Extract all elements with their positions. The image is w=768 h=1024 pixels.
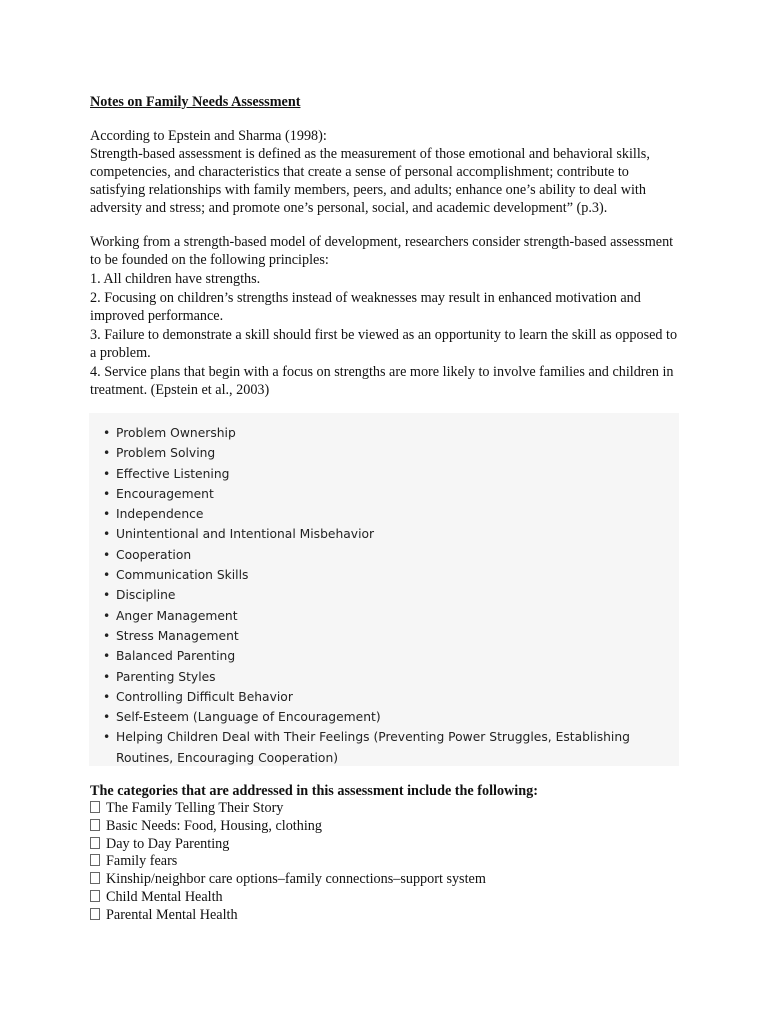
category-label: Parental Mental Health (106, 906, 238, 923)
bullet-icon: • (103, 649, 111, 664)
topics-list (89, 413, 679, 768)
topic-item (103, 443, 679, 463)
topic-label: Encouragement (116, 486, 214, 501)
topic-label: Parenting Styles (116, 669, 216, 684)
principles-section (90, 233, 685, 400)
topic-label: Balanced Parenting (116, 649, 236, 664)
category-label: Kinship/neighbor care options–family connections–support system (106, 871, 486, 888)
checkbox-icon (90, 801, 100, 813)
topic-item (103, 484, 679, 504)
bullet-icon: • (103, 426, 111, 440)
category-item (90, 889, 486, 907)
topic-item (103, 626, 679, 646)
topic-label: Cooperation (116, 547, 192, 562)
bullet-icon: • (103, 588, 111, 603)
bullet-icon: • (103, 730, 111, 745)
bullet-icon: • (103, 507, 111, 522)
bullet-icon: • (103, 710, 111, 725)
category-item (90, 871, 486, 889)
bullet-icon: • (103, 608, 111, 623)
category-label: The Family Telling Their Story (106, 800, 284, 816)
checkbox-icon (90, 854, 100, 866)
category-item (90, 836, 486, 854)
category-item (90, 818, 486, 836)
topic-item (103, 565, 679, 585)
topic-item (103, 504, 679, 524)
category-item (90, 907, 486, 925)
topic-label: Helping Children Deal with Their Feelings (Preventing Power Struggles, Establishing Routines, Encouraging Cooperation) (116, 730, 630, 765)
principle-item: 1. All children have strengths. (90, 271, 261, 287)
category-label: Child Mental Health (106, 888, 223, 905)
topic-label: Unintentional and Intentional Misbehavior (116, 527, 375, 542)
intro-definition: Strength-based assessment is defined as the measurement of those emotional and behavioral skills, competencies, and characteristics that create a sense of personal accomplishment; contribute to satisfying relationships with family members, peers, and adults; enhance one’s ability to deal with adversity and stress; and promote one’s personal, social, and academic development” (p.3). (90, 146, 650, 216)
topic-label: Problem Solving (116, 446, 216, 461)
topic-item (103, 606, 679, 626)
bullet-icon: • (103, 486, 111, 501)
checkbox-icon (90, 837, 100, 849)
topic-item (103, 687, 679, 707)
intro-citation: According to Epstein and Sharma (1998): (90, 128, 327, 144)
checkbox-icon (90, 819, 100, 831)
principles-lead: Working from a strength-based model of development, researchers consider strength-based assessment to be founded on the following principles: (90, 234, 674, 268)
bullet-icon: • (103, 527, 111, 542)
topic-label: Effective Listening (116, 466, 230, 481)
category-label: Day to Day Parenting (106, 835, 230, 852)
topic-item (103, 646, 679, 666)
bullet-icon: • (103, 689, 111, 704)
topic-label: Self-Esteem (Language of Encouragement) (116, 710, 381, 725)
bullet-icon: • (103, 568, 111, 583)
checkbox-icon (90, 872, 100, 884)
bullet-icon: • (103, 446, 111, 461)
category-label: Family fears (106, 853, 178, 870)
topic-label: Controlling Difficult Behavior (116, 689, 293, 704)
topic-item (103, 727, 679, 768)
categories-list (90, 800, 486, 925)
topic-label: Stress Management (116, 628, 239, 643)
topic-item (103, 545, 679, 565)
categories-heading: The categories that are addressed in this assessment include the following: (90, 783, 538, 799)
topic-label: Problem Ownership (116, 426, 236, 440)
principle-item: 2. Focusing on children’s strengths instead of weaknesses may result in enhanced motivation and improved performance. (90, 290, 641, 324)
topic-label: Anger Management (116, 608, 238, 623)
category-item (90, 853, 486, 871)
intro-section (90, 127, 685, 217)
topic-item (103, 464, 679, 484)
bullet-icon: • (103, 628, 111, 643)
topic-item (103, 707, 679, 727)
topic-item (103, 585, 679, 605)
bullet-icon: • (103, 466, 111, 481)
bullet-icon: • (103, 669, 111, 684)
checkbox-icon (90, 890, 100, 902)
topic-label: Communication Skills (116, 568, 249, 583)
principle-item: 3. Failure to demonstrate a skill should first be viewed as an opportunity to learn the skill as opposed to a problem. (90, 327, 678, 361)
document-title: Notes on Family Needs Assessment (90, 94, 301, 110)
topic-item (103, 667, 679, 687)
principle-item: 4. Service plans that begin with a focus on strengths are more likely to involve families and children in treatment. (Epstein et al., 2003) (90, 364, 674, 398)
topic-label: Discipline (116, 588, 176, 603)
topics-image (89, 413, 679, 766)
category-item (90, 800, 486, 818)
category-label: Basic Needs: Food, Housing, clothing (106, 817, 322, 834)
checkbox-icon (90, 908, 100, 920)
topic-label: Independence (116, 507, 204, 522)
topic-item (103, 423, 679, 443)
bullet-icon: • (103, 547, 111, 562)
topic-item (103, 524, 679, 544)
principles-list (90, 270, 685, 399)
